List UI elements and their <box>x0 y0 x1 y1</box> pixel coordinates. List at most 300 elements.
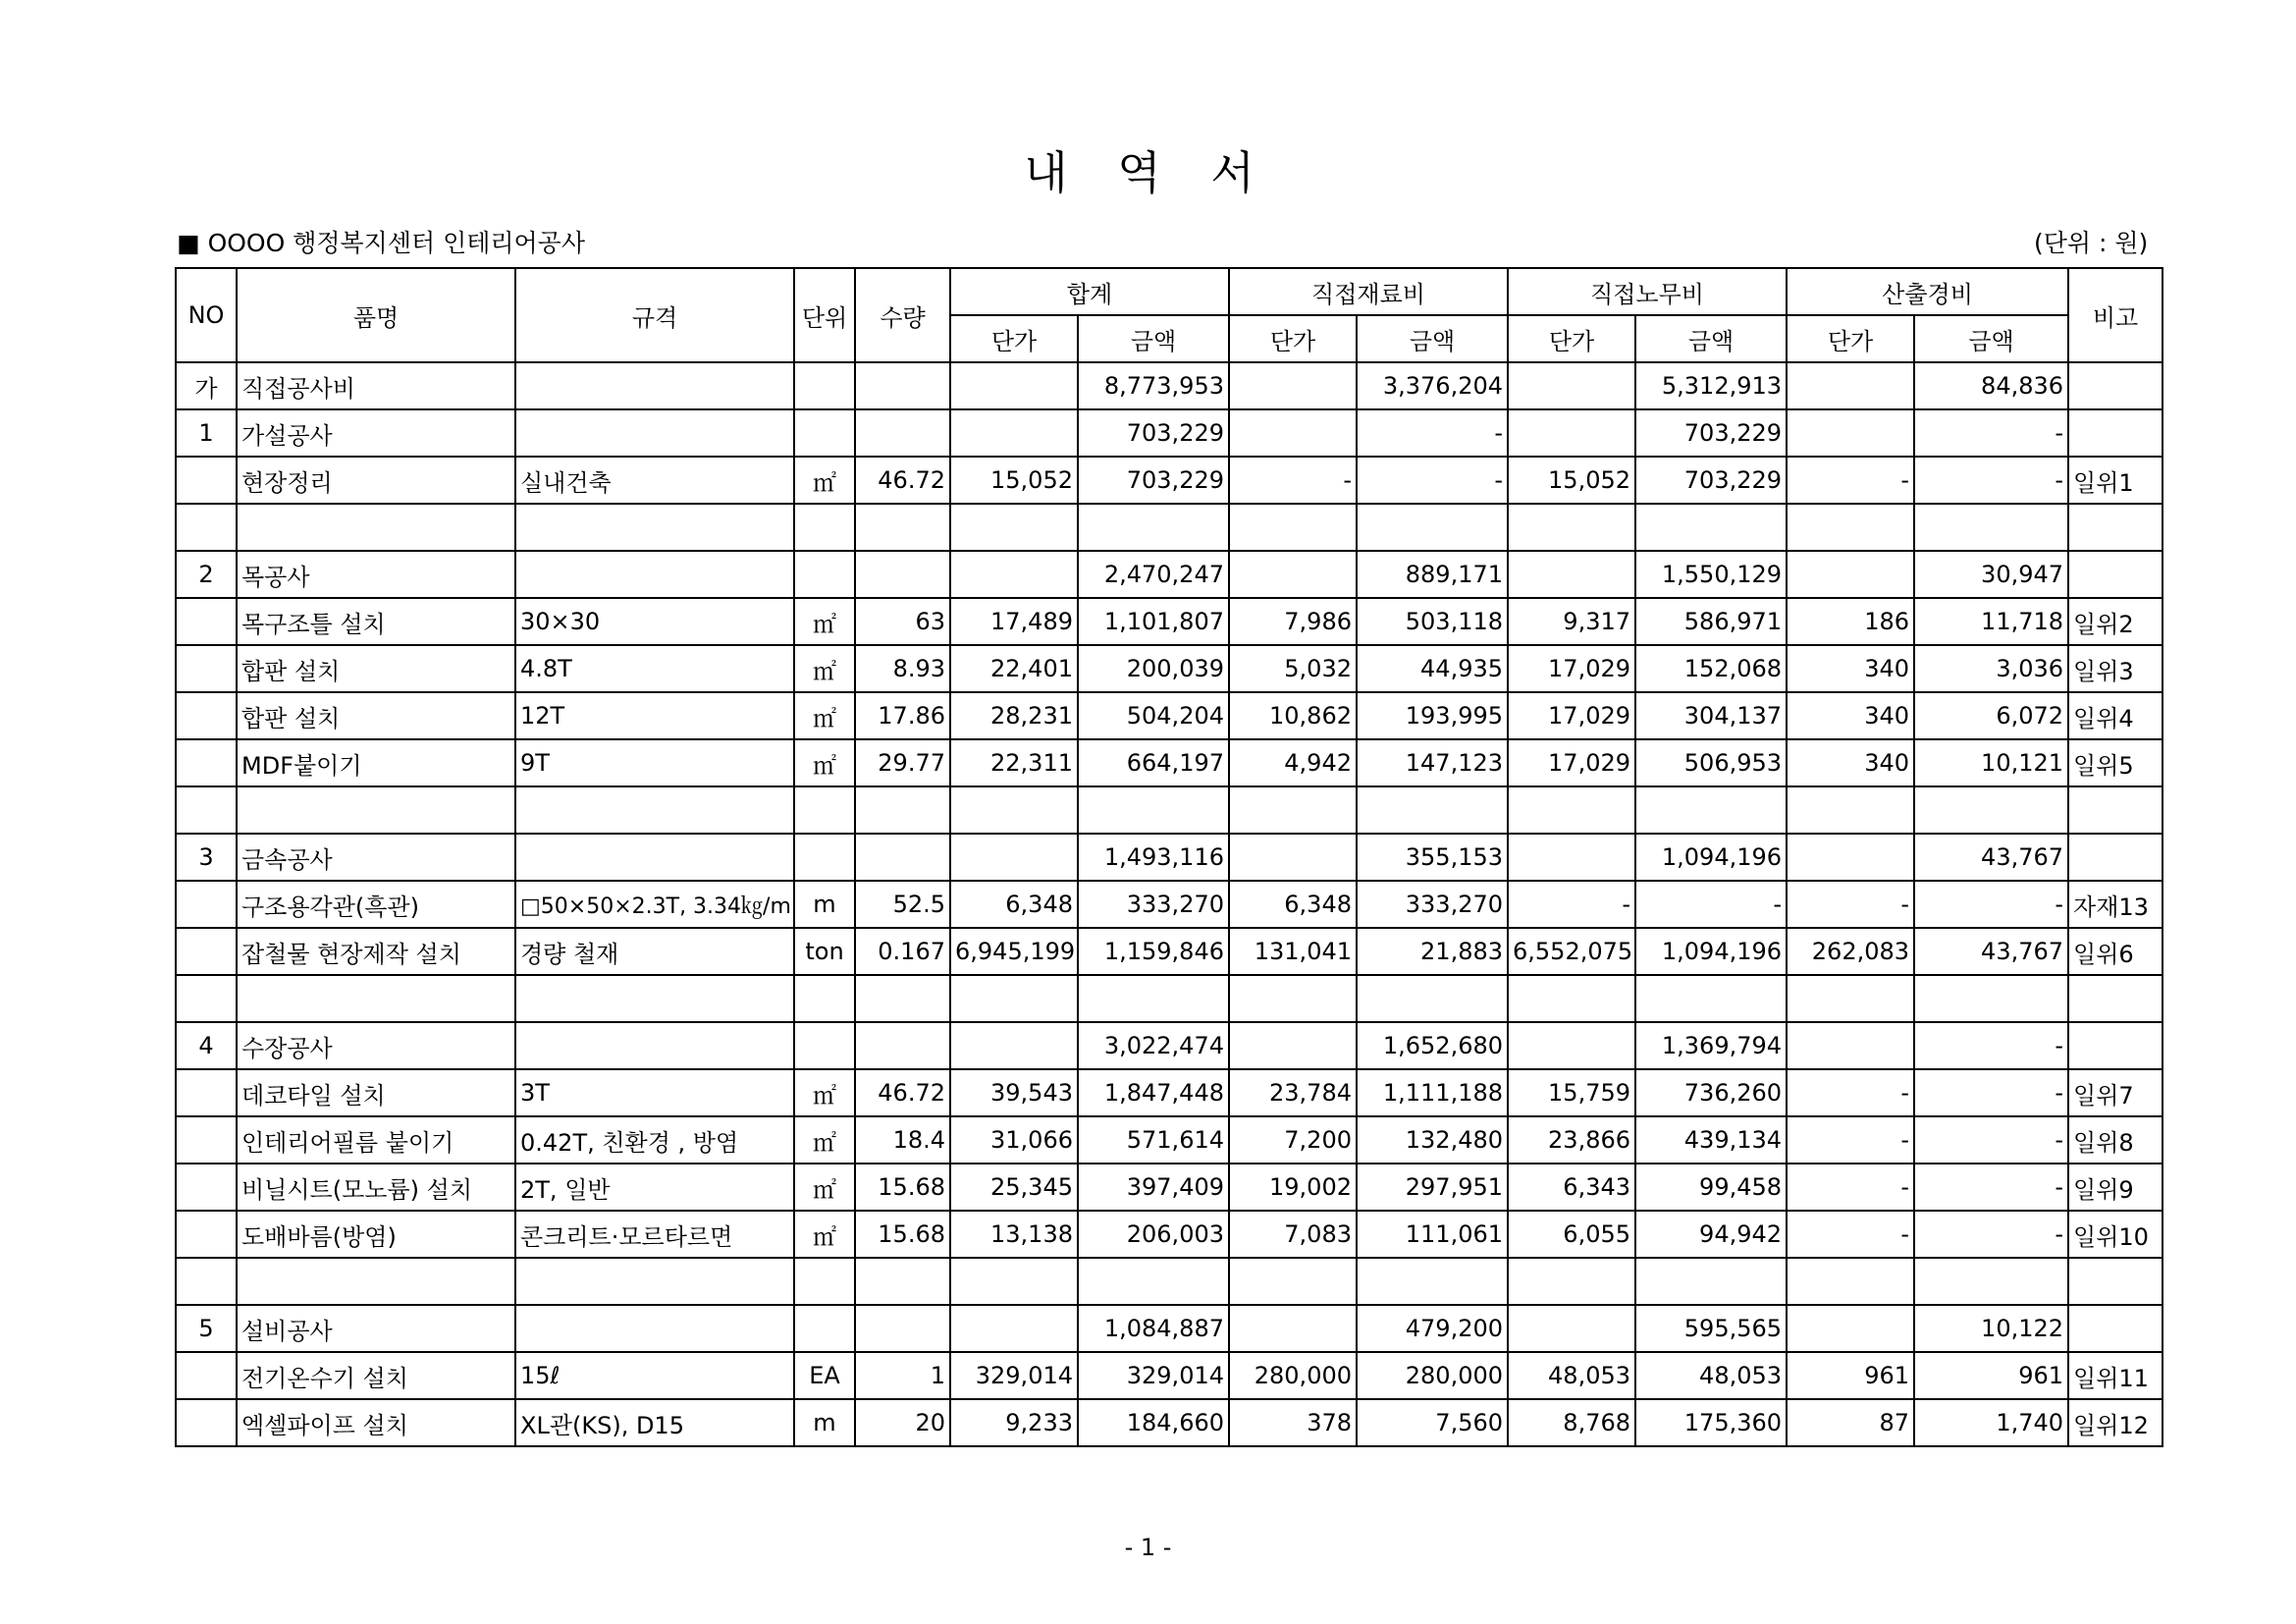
item-name: 합판 설치 <box>237 645 515 692</box>
labor-amount: 1,369,794 <box>1635 1022 1787 1069</box>
item-remark: 일위8 <box>2068 1116 2163 1164</box>
item-unit <box>794 1305 855 1352</box>
labor-amount: 304,137 <box>1635 692 1787 739</box>
total-amount: 329,014 <box>1078 1352 1229 1399</box>
item-qty: 29.77 <box>855 739 950 786</box>
expense-amount: - <box>1914 1069 2068 1116</box>
item-name: 목구조틀 설치 <box>237 598 515 645</box>
material-unit-price <box>1229 362 1357 409</box>
labor-unit-price <box>1508 975 1635 1022</box>
item-unit: ㎡ <box>794 1069 855 1116</box>
labor-unit-price: 23,866 <box>1508 1116 1635 1164</box>
item-unit: ㎡ <box>794 645 855 692</box>
expense-unit-price <box>1787 362 1914 409</box>
item-qty: 63 <box>855 598 950 645</box>
expense-unit-price: 340 <box>1787 739 1914 786</box>
item-remark <box>2068 504 2163 551</box>
item-spec: 2T, 일반 <box>515 1164 794 1211</box>
item-spec <box>515 1258 794 1305</box>
table-row <box>176 1211 2163 1258</box>
item-unit: ㎡ <box>794 598 855 645</box>
item-unit <box>794 362 855 409</box>
total-unit-price: 17,489 <box>950 598 1078 645</box>
item-spec <box>515 834 794 881</box>
expense-amount: - <box>1914 1022 2068 1069</box>
labor-unit-price: 6,343 <box>1508 1164 1635 1211</box>
item-spec <box>515 975 794 1022</box>
item-name: 엑셀파이프 설치 <box>237 1399 515 1446</box>
expense-amount: - <box>1914 1116 2068 1164</box>
item-qty: 1 <box>855 1352 950 1399</box>
total-unit-price: 6,348 <box>950 881 1078 928</box>
item-unit <box>794 504 855 551</box>
item-spec: 12T <box>515 692 794 739</box>
material-unit-price: 7,200 <box>1229 1116 1357 1164</box>
material-amount: 1,111,188 <box>1357 1069 1508 1116</box>
material-amount: - <box>1357 409 1508 457</box>
material-amount: 479,200 <box>1357 1305 1508 1352</box>
total-unit-price: 25,345 <box>950 1164 1078 1211</box>
item-unit <box>794 409 855 457</box>
unit-note: (단위 : 원) <box>2034 229 2149 257</box>
expense-amount: - <box>1914 409 2068 457</box>
row-no <box>176 1116 237 1164</box>
expense-amount: 6,072 <box>1914 692 2068 739</box>
expense-unit-price <box>1787 1022 1914 1069</box>
total-amount: 703,229 <box>1078 409 1229 457</box>
header-material-amount: 금액 <box>1357 315 1508 362</box>
expense-amount: 43,767 <box>1914 834 2068 881</box>
expense-unit-price: 186 <box>1787 598 1914 645</box>
expense-unit-price: - <box>1787 881 1914 928</box>
item-spec: 실내건축 <box>515 457 794 504</box>
material-amount: 889,171 <box>1357 551 1508 598</box>
item-name: 현장정리 <box>237 457 515 504</box>
table-row <box>176 1116 2163 1164</box>
row-no <box>176 1352 237 1399</box>
item-remark: 일위2 <box>2068 598 2163 645</box>
header-total-unit-price: 단가 <box>950 315 1078 362</box>
total-amount: 571,614 <box>1078 1116 1229 1164</box>
material-amount: - <box>1357 457 1508 504</box>
table-row <box>176 739 2163 786</box>
item-spec: 15ℓ <box>515 1352 794 1399</box>
expense-amount: 10,121 <box>1914 739 2068 786</box>
row-no <box>176 739 237 786</box>
row-no <box>176 1069 237 1116</box>
item-qty <box>855 1022 950 1069</box>
material-amount: 132,480 <box>1357 1116 1508 1164</box>
table-row <box>176 645 2163 692</box>
item-name: 설비공사 <box>237 1305 515 1352</box>
labor-unit-price <box>1508 1305 1635 1352</box>
labor-unit-price <box>1508 504 1635 551</box>
labor-amount: 703,229 <box>1635 409 1787 457</box>
expense-amount: 961 <box>1914 1352 2068 1399</box>
total-unit-price: 22,311 <box>950 739 1078 786</box>
labor-amount: 1,094,196 <box>1635 928 1787 975</box>
expense-unit-price <box>1787 504 1914 551</box>
item-remark: 일위5 <box>2068 739 2163 786</box>
material-amount: 1,652,680 <box>1357 1022 1508 1069</box>
item-spec: 3T <box>515 1069 794 1116</box>
total-amount: 8,773,953 <box>1078 362 1229 409</box>
table-row <box>176 504 2163 551</box>
labor-amount: 94,942 <box>1635 1211 1787 1258</box>
row-no: 2 <box>176 551 237 598</box>
item-name <box>237 786 515 834</box>
section-row <box>176 362 2163 409</box>
item-spec <box>515 1305 794 1352</box>
labor-amount: 152,068 <box>1635 645 1787 692</box>
item-spec: 0.42T, 친환경 , 방염 <box>515 1116 794 1164</box>
labor-amount <box>1635 975 1787 1022</box>
labor-unit-price <box>1508 362 1635 409</box>
estimate-table <box>175 267 2163 1447</box>
expense-unit-price <box>1787 409 1914 457</box>
labor-amount: 1,094,196 <box>1635 834 1787 881</box>
header-labor: 직접노무비 <box>1508 268 1787 315</box>
expense-amount: - <box>1914 457 2068 504</box>
item-unit: ㎡ <box>794 692 855 739</box>
item-remark: 일위7 <box>2068 1069 2163 1116</box>
total-amount <box>1078 504 1229 551</box>
header-labor-amount: 금액 <box>1635 315 1787 362</box>
section-row <box>176 409 2163 457</box>
total-unit-price <box>950 1022 1078 1069</box>
row-no <box>176 1211 237 1258</box>
material-amount: 280,000 <box>1357 1352 1508 1399</box>
item-remark: 일위3 <box>2068 645 2163 692</box>
total-amount: 184,660 <box>1078 1399 1229 1446</box>
total-amount <box>1078 975 1229 1022</box>
labor-amount: 736,260 <box>1635 1069 1787 1116</box>
material-unit-price: 10,862 <box>1229 692 1357 739</box>
section-row <box>176 1305 2163 1352</box>
total-unit-price: 15,052 <box>950 457 1078 504</box>
item-qty <box>855 409 950 457</box>
item-unit <box>794 786 855 834</box>
item-name: 가설공사 <box>237 409 515 457</box>
table-row <box>176 975 2163 1022</box>
item-remark: 자재13 <box>2068 881 2163 928</box>
item-spec <box>515 551 794 598</box>
item-qty: 15.68 <box>855 1211 950 1258</box>
labor-amount: 703,229 <box>1635 457 1787 504</box>
row-no <box>176 1164 237 1211</box>
item-name: 합판 설치 <box>237 692 515 739</box>
total-amount <box>1078 786 1229 834</box>
item-spec: 30×30 <box>515 598 794 645</box>
labor-amount <box>1635 1258 1787 1305</box>
item-unit: EA <box>794 1352 855 1399</box>
material-unit-price: 19,002 <box>1229 1164 1357 1211</box>
table-row <box>176 786 2163 834</box>
total-unit-price: 22,401 <box>950 645 1078 692</box>
item-spec <box>515 504 794 551</box>
item-name <box>237 504 515 551</box>
total-amount: 3,022,474 <box>1078 1022 1229 1069</box>
header-spec: 규격 <box>515 268 794 362</box>
labor-unit-price: 15,052 <box>1508 457 1635 504</box>
expense-amount <box>1914 975 2068 1022</box>
material-unit-price <box>1229 551 1357 598</box>
item-unit <box>794 975 855 1022</box>
material-amount: 7,560 <box>1357 1399 1508 1446</box>
expense-amount: 3,036 <box>1914 645 2068 692</box>
material-amount: 193,995 <box>1357 692 1508 739</box>
material-unit-price: 7,986 <box>1229 598 1357 645</box>
header-material-unit-price: 단가 <box>1229 315 1357 362</box>
item-qty: 46.72 <box>855 457 950 504</box>
labor-unit-price: 9,317 <box>1508 598 1635 645</box>
table-row <box>176 598 2163 645</box>
row-no <box>176 786 237 834</box>
labor-amount: 1,550,129 <box>1635 551 1787 598</box>
labor-unit-price: 17,029 <box>1508 692 1635 739</box>
total-unit-price: 28,231 <box>950 692 1078 739</box>
material-amount: 503,118 <box>1357 598 1508 645</box>
material-amount <box>1357 975 1508 1022</box>
item-name: 구조용각관(흑관) <box>237 881 515 928</box>
item-unit: ㎡ <box>794 1211 855 1258</box>
material-unit-price: 4,942 <box>1229 739 1357 786</box>
total-unit-price <box>950 409 1078 457</box>
total-amount: 2,470,247 <box>1078 551 1229 598</box>
item-qty: 0.167 <box>855 928 950 975</box>
labor-amount <box>1635 786 1787 834</box>
material-amount: 355,153 <box>1357 834 1508 881</box>
header-no: NO <box>176 268 237 362</box>
material-unit-price: 131,041 <box>1229 928 1357 975</box>
item-spec: 9T <box>515 739 794 786</box>
item-unit <box>794 551 855 598</box>
material-unit-price: 7,083 <box>1229 1211 1357 1258</box>
item-remark: 일위1 <box>2068 457 2163 504</box>
header-unit: 단위 <box>794 268 855 362</box>
expense-amount: - <box>1914 881 2068 928</box>
material-amount: 147,123 <box>1357 739 1508 786</box>
item-spec: 콘크리트·모르타르면 <box>515 1211 794 1258</box>
material-unit-price: - <box>1229 457 1357 504</box>
labor-unit-price: 17,029 <box>1508 739 1635 786</box>
header-material: 직접재료비 <box>1229 268 1508 315</box>
table-row <box>176 457 2163 504</box>
row-no <box>176 1399 237 1446</box>
material-unit-price <box>1229 975 1357 1022</box>
total-unit-price <box>950 551 1078 598</box>
labor-unit-price: - <box>1508 881 1635 928</box>
total-unit-price: 9,233 <box>950 1399 1078 1446</box>
expense-unit-price: - <box>1787 1211 1914 1258</box>
item-name: 수장공사 <box>237 1022 515 1069</box>
labor-amount: 595,565 <box>1635 1305 1787 1352</box>
row-no: 5 <box>176 1305 237 1352</box>
item-remark <box>2068 551 2163 598</box>
total-amount: 206,003 <box>1078 1211 1229 1258</box>
project-name: ■ OOOO 행정복지센터 인테리어공사 <box>177 229 585 257</box>
table-row <box>176 881 2163 928</box>
expense-unit-price: 340 <box>1787 692 1914 739</box>
item-qty: 20 <box>855 1399 950 1446</box>
material-unit-price: 6,348 <box>1229 881 1357 928</box>
table-row <box>176 1399 2163 1446</box>
labor-unit-price <box>1508 551 1635 598</box>
item-remark <box>2068 975 2163 1022</box>
item-name: 금속공사 <box>237 834 515 881</box>
total-unit-price <box>950 504 1078 551</box>
total-unit-price <box>950 834 1078 881</box>
expense-unit-price: - <box>1787 1069 1914 1116</box>
total-amount: 333,270 <box>1078 881 1229 928</box>
material-unit-price <box>1229 504 1357 551</box>
table-row <box>176 928 2163 975</box>
item-unit: ㎡ <box>794 457 855 504</box>
row-no: 4 <box>176 1022 237 1069</box>
material-unit-price <box>1229 834 1357 881</box>
item-remark <box>2068 786 2163 834</box>
labor-unit-price: 48,053 <box>1508 1352 1635 1399</box>
item-spec: XL관(KS), D15 <box>515 1399 794 1446</box>
labor-unit-price <box>1508 1258 1635 1305</box>
expense-amount: 1,740 <box>1914 1399 2068 1446</box>
table-row <box>176 1352 2163 1399</box>
material-unit-price: 378 <box>1229 1399 1357 1446</box>
labor-unit-price <box>1508 786 1635 834</box>
item-name: 데코타일 설치 <box>237 1069 515 1116</box>
material-amount <box>1357 1258 1508 1305</box>
labor-amount: 506,953 <box>1635 739 1787 786</box>
material-unit-price <box>1229 1022 1357 1069</box>
header-labor-unit-price: 단가 <box>1508 315 1635 362</box>
item-qty <box>855 551 950 598</box>
item-unit: ㎡ <box>794 1164 855 1211</box>
item-remark <box>2068 1305 2163 1352</box>
expense-amount: - <box>1914 1164 2068 1211</box>
labor-amount: 99,458 <box>1635 1164 1787 1211</box>
material-amount: 3,376,204 <box>1357 362 1508 409</box>
total-amount: 1,159,846 <box>1078 928 1229 975</box>
item-spec <box>515 1022 794 1069</box>
item-unit: ton <box>794 928 855 975</box>
item-remark <box>2068 834 2163 881</box>
material-unit-price <box>1229 409 1357 457</box>
labor-amount: 586,971 <box>1635 598 1787 645</box>
table-row <box>176 1258 2163 1305</box>
section-row <box>176 1022 2163 1069</box>
expense-amount: 30,947 <box>1914 551 2068 598</box>
header-remark: 비고 <box>2068 268 2163 362</box>
table-row <box>176 1069 2163 1116</box>
row-no <box>176 645 237 692</box>
item-remark <box>2068 362 2163 409</box>
labor-unit-price: 6,055 <box>1508 1211 1635 1258</box>
item-qty: 15.68 <box>855 1164 950 1211</box>
total-amount: 397,409 <box>1078 1164 1229 1211</box>
row-no <box>176 457 237 504</box>
item-spec <box>515 362 794 409</box>
row-no <box>176 1258 237 1305</box>
labor-amount: 5,312,913 <box>1635 362 1787 409</box>
total-unit-price: 13,138 <box>950 1211 1078 1258</box>
total-amount: 200,039 <box>1078 645 1229 692</box>
labor-amount: - <box>1635 881 1787 928</box>
item-qty <box>855 975 950 1022</box>
item-unit: m <box>794 881 855 928</box>
row-no: 가 <box>176 362 237 409</box>
item-unit <box>794 834 855 881</box>
item-qty <box>855 1258 950 1305</box>
item-remark <box>2068 1258 2163 1305</box>
item-unit: ㎡ <box>794 739 855 786</box>
item-remark: 일위6 <box>2068 928 2163 975</box>
total-amount: 703,229 <box>1078 457 1229 504</box>
labor-unit-price <box>1508 409 1635 457</box>
expense-amount: 10,122 <box>1914 1305 2068 1352</box>
item-qty <box>855 362 950 409</box>
expense-unit-price <box>1787 1258 1914 1305</box>
labor-unit-price: 6,552,075 <box>1508 928 1635 975</box>
item-name: 비닐시트(모노륨) 설치 <box>237 1164 515 1211</box>
row-no <box>176 975 237 1022</box>
row-no <box>176 504 237 551</box>
material-amount: 297,951 <box>1357 1164 1508 1211</box>
item-name: 전기온수기 설치 <box>237 1352 515 1399</box>
item-name: 인테리어필름 붙이기 <box>237 1116 515 1164</box>
total-unit-price: 6,945,199 <box>950 928 1078 975</box>
total-unit-price <box>950 362 1078 409</box>
table-row <box>176 1164 2163 1211</box>
total-amount <box>1078 1258 1229 1305</box>
expense-amount <box>1914 786 2068 834</box>
item-unit <box>794 1022 855 1069</box>
item-qty: 52.5 <box>855 881 950 928</box>
total-unit-price <box>950 1305 1078 1352</box>
row-no <box>176 598 237 645</box>
item-spec <box>515 409 794 457</box>
labor-unit-price: 15,759 <box>1508 1069 1635 1116</box>
item-qty <box>855 786 950 834</box>
total-unit-price <box>950 975 1078 1022</box>
item-spec: 경량 철재 <box>515 928 794 975</box>
expense-unit-price: 262,083 <box>1787 928 1914 975</box>
material-unit-price <box>1229 786 1357 834</box>
item-unit <box>794 1258 855 1305</box>
total-unit-price <box>950 786 1078 834</box>
item-remark: 일위12 <box>2068 1399 2163 1446</box>
table-body <box>176 362 2163 1446</box>
item-spec: □50×50×2.3T, 3.34㎏/m <box>515 881 794 928</box>
expense-amount: 84,836 <box>1914 362 2068 409</box>
document-title: 내 역 서 <box>1024 146 1272 199</box>
header-expense: 산출경비 <box>1787 268 2068 315</box>
expense-amount <box>1914 1258 2068 1305</box>
item-remark: 일위10 <box>2068 1211 2163 1258</box>
expense-unit-price: - <box>1787 1164 1914 1211</box>
labor-unit-price: 8,768 <box>1508 1399 1635 1446</box>
header-total-amount: 금액 <box>1078 315 1229 362</box>
labor-amount <box>1635 504 1787 551</box>
expense-unit-price <box>1787 975 1914 1022</box>
item-name: 목공사 <box>237 551 515 598</box>
expense-amount <box>1914 504 2068 551</box>
item-unit: m <box>794 1399 855 1446</box>
expense-amount: 43,767 <box>1914 928 2068 975</box>
expense-unit-price: 87 <box>1787 1399 1914 1446</box>
expense-unit-price: - <box>1787 1116 1914 1164</box>
section-row <box>176 551 2163 598</box>
material-amount <box>1357 504 1508 551</box>
